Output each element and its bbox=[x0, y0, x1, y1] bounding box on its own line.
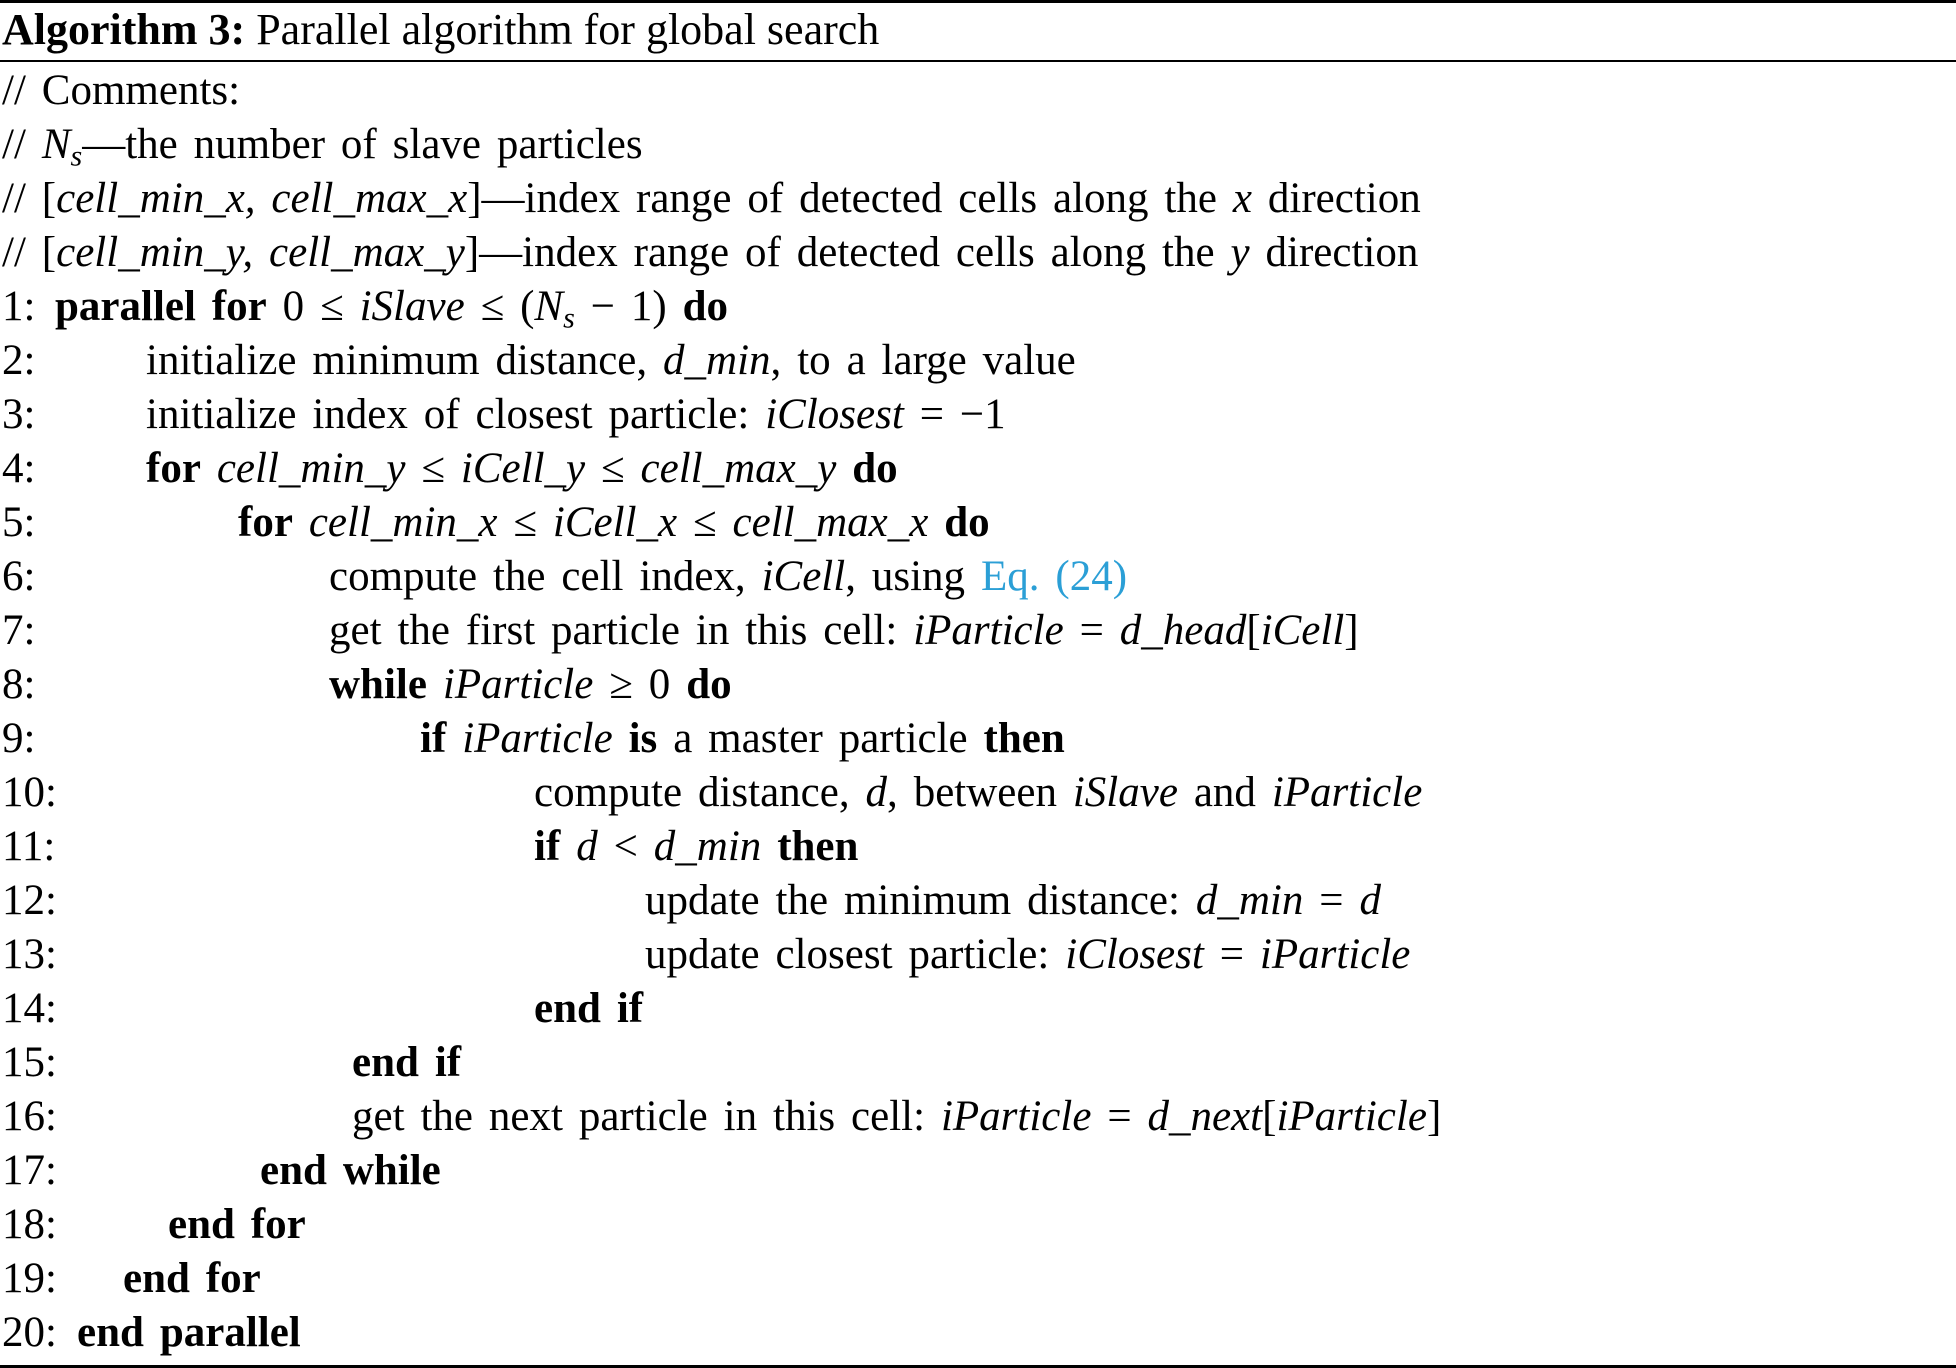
line-number: 3: bbox=[2, 391, 36, 438]
line-number: 17: bbox=[2, 1147, 57, 1194]
algorithm-label: Algorithm 3: bbox=[2, 5, 246, 54]
algorithm-caption bbox=[2, 2, 879, 58]
line-number: 4: bbox=[2, 445, 36, 492]
line-number: 13: bbox=[2, 931, 57, 978]
comment-text: // Comments: bbox=[2, 67, 241, 114]
line-number: 1: bbox=[2, 283, 36, 330]
comment-text: // $N_s—the$ number of slave particles bbox=[2, 121, 643, 173]
line-number: 16: bbox=[2, 1093, 57, 1140]
line-number: 6: bbox=[2, 553, 36, 600]
step-text: for cell_min_x ≤ iCell_x ≤ cell_max_x do bbox=[238, 499, 990, 546]
step-text: update the minimum distance: d_min = d bbox=[645, 877, 1381, 924]
comment-text: // [cell_min_y, cell_max_y]—index range of detected cells along the y direction bbox=[2, 229, 1419, 276]
step-text: end for bbox=[168, 1201, 306, 1248]
step-text: end if bbox=[534, 985, 644, 1032]
line-number: 10: bbox=[2, 769, 57, 816]
step-text: initialize index of closest particle: iClosest = −1 bbox=[146, 391, 1006, 438]
line-number: 8: bbox=[2, 661, 36, 708]
step-text: end while bbox=[260, 1147, 441, 1194]
step-text: for cell_min_y ≤ iCell_y ≤ cell_max_y do bbox=[146, 445, 898, 492]
line-number: 19: bbox=[2, 1255, 57, 1302]
line-number: 5: bbox=[2, 499, 36, 546]
line-number: 15: bbox=[2, 1039, 57, 1086]
step-text: end for bbox=[123, 1255, 261, 1302]
line-number: 2: bbox=[2, 337, 36, 384]
step-text: end if bbox=[352, 1039, 462, 1086]
line-number: 11: bbox=[2, 823, 56, 870]
caption-rule bbox=[0, 60, 1956, 62]
step-text: compute the cell index, iCell, using Eq. (24) bbox=[329, 553, 1128, 600]
step-text: if d < d_min then bbox=[534, 823, 859, 870]
line-number: 14: bbox=[2, 985, 57, 1032]
step-text: parallel for 0 ≤ iSlave ≤ $(N_s - 1)$ do bbox=[55, 283, 729, 335]
step-text: if iParticle is a master particle then bbox=[420, 715, 1065, 762]
line-number: 12: bbox=[2, 877, 57, 924]
line-number: 9: bbox=[2, 715, 36, 762]
step-text: end parallel bbox=[77, 1309, 301, 1356]
step-text: initialize minimum distance, d_min, to a large value bbox=[146, 337, 1076, 384]
line-number: 20: bbox=[2, 1309, 57, 1356]
step-text: while iParticle ≥ 0 do bbox=[329, 661, 732, 708]
line-number: 7: bbox=[2, 607, 36, 654]
step-text: update closest particle: iClosest = iParticle bbox=[645, 931, 1411, 978]
comment-text: // [cell_min_x, cell_max_x]—index range of detected cells along the x direction bbox=[2, 175, 1421, 222]
step-text: compute distance, d, between iSlave and iParticle bbox=[534, 769, 1423, 816]
line-number: 18: bbox=[2, 1201, 57, 1248]
step-text: get the next particle in this cell: iParticle = d_next[iParticle] bbox=[352, 1093, 1442, 1140]
algorithm-title: Parallel algorithm for global search bbox=[256, 5, 880, 54]
equation-link[interactable]: Eq. (24) bbox=[980, 553, 1128, 600]
step-text: get the first particle in this cell: iParticle = d_head[iCell] bbox=[329, 607, 1359, 654]
